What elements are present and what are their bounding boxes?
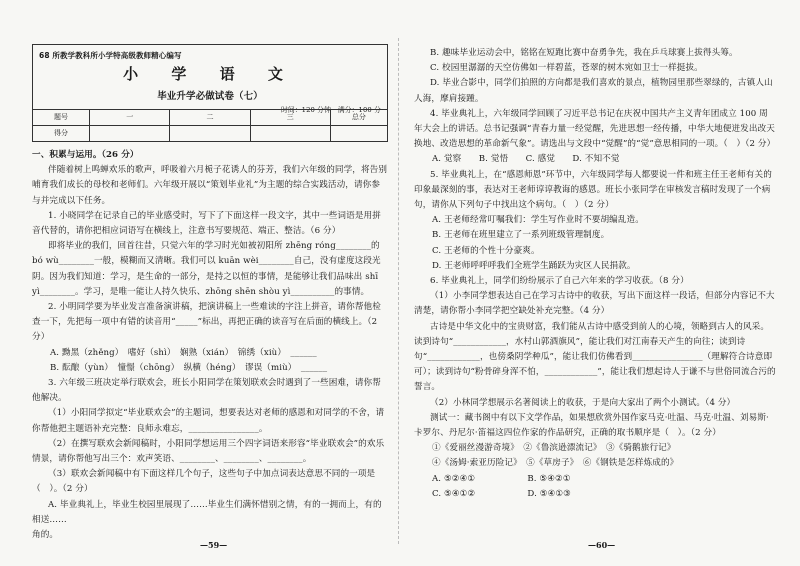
option-b: B. 趣味毕业运动会中，铭铭在短跑比赛中奋勇争先，我在乒乓球赛上拔得头筹。 <box>430 48 738 58</box>
score-cell: 一 <box>90 109 170 125</box>
question-4: 4. 毕业典礼上，六年级同学回顾了习近平总书记在庆祝中国共产主义青年团成立 100 周年大会上的讲话。总书记强调“青春力量一经觉醒，先进思想一经传播，中华大地便迸发出改天换地、改造思想的革命新气象”。请选出与文段中“觉醒”的“觉”意思相同的一项。（ ）（2 分） <box>414 108 776 150</box>
section-title: 一、积累与运用。（26 分） <box>32 150 139 160</box>
question-3-option-a-cont: 角的。 <box>32 530 59 541</box>
exam-subtitle: 毕业升学必做试卷（七） <box>157 91 263 102</box>
question-3-2: （2）在撰写联欢会新闻稿时，小阳同学想运用三个四字词语来形容“毕业联欢会”的欢乐情景，请你帮他写出三个：欢声笑语、________、________、________。 <box>32 438 385 465</box>
question-5: 5. 毕业典礼上，在“感恩师恩”环节中，六年级同学每人都要说一件和班主任王老师有关的印象最深刻的事，表达对王老师谆谆教诲的感恩。班长小张同学在审核发言稿时发现了一个病句，请你从下列句子中找出这个病句。（ ）（2 分） <box>414 169 772 211</box>
option-c: C. 校园里潺潺的天空仿佛如一样碧蓝，苍翠的树木宛如卫士一样挺拔。 <box>430 63 703 74</box>
table-row <box>33 109 387 125</box>
question-6-2-books-1: ①《爱丽丝漫游奇境》 ②《鲁滨逊漂流记》 ③《骑鹅旅行记》 <box>432 443 676 454</box>
question-5-option-d: D. 王老师呼呼呼我们全班学生踊跃为灾区人民捐款。 <box>432 260 636 271</box>
question-6-2-options-ab: A. ⑤②④① B. ⑤④②① <box>432 473 571 484</box>
question-3-1: （1）小阳同学拟定“毕业联欢会”的主题词，想要表达对老师的感恩和对同学的不舍，请你帮他把主题语补充完整：良师永难忘，________________。 <box>32 408 385 434</box>
question-5-option-b: B. 王老师在班里建立了一系列班级管理制度。 <box>432 230 610 241</box>
question-6-1-text: 古诗是中华文化中的宝贵财富，我们能从古诗中感受到前人的心境，领略到古人的风采。读到诗句“____________，水村山郭酒旗风”，能让我们对江南春天产生的向往；读到诗句“____________，也傍桑阴学种瓜”，能让我们仿佛看到________________（理解符合诗意即可）；读到诗句“粉骨碎身浑不怕，____________”，能让我们想起诗人于谦不与世俗同流合污的誓言。 <box>414 321 776 393</box>
question-6-2-test: 测试一：藏书阁中有以下文学作品，如果想欣赏外国作家马克·吐温、马克·吐温、刘易斯·卡罗尔、丹尼尔·笛福这四位作家的作品研究，正确的取书顺序是（ ）。（2 分） <box>414 412 769 439</box>
score-cell: 题号 <box>33 109 90 125</box>
question-6-2-options-cd: C. ⑤④①② D. ⑤④①③ <box>432 488 571 499</box>
score-cell: 二 <box>170 109 250 125</box>
question-5-option-a: A. 王老师经常叮嘱我们：学生写作业时不要胡编乱造。 <box>432 215 644 226</box>
page-number-right: —60— <box>588 540 616 550</box>
right-page <box>414 46 776 502</box>
question-2: 2. 小明同学要为毕业发言准备演讲稿，把演讲稿上一些难读的字注上拼音，请你帮他检查一下，先把每一项中有错的读音用“_____”标出，再把正确的读音写在后面的横线上。（2 分） <box>32 302 381 343</box>
exam-time: 时间：120 分钟 满分：100 分 <box>280 106 381 114</box>
question-2-option-b: B. 酝酿（yùn） 憧憬（chōng） 纵横（héng） 谬误（miù） ______ <box>50 362 328 373</box>
score-cell: 三 <box>250 109 330 125</box>
series-note: 68 所教学教科所小学特高级教师精心编写 <box>39 51 182 60</box>
score-cell[interactable] <box>330 125 387 141</box>
question-5-option-c: C. 王老师的个性十分豪爽。 <box>432 245 540 256</box>
question-1: 1. 小晓同学在记录自己的毕业感受时，写下了下面这样一段文字，其中一些词语是用拼音代替的，请你把相应词语写在横线上，注意书写要规范、端正、整洁。（6 分） <box>32 210 381 237</box>
page-title: 小 学 语 文 <box>123 65 297 83</box>
page-fold <box>398 38 399 544</box>
question-3-option-a: A. 毕业典礼上，毕业生校园里展现了……毕业生们满怀惜别之情，有的一拥而上，有的相送…… <box>32 499 382 525</box>
score-cell: 得分 <box>33 125 90 141</box>
header-box <box>32 44 388 142</box>
question-3-3: （3）联欢会新闻稿中有下面这样几个句子，这些句子中加点词表达意思不同的一项是（ ）。（2 分） <box>32 469 376 495</box>
question-1-text: 即将毕业的我们，回首往昔，只觉六年的学习时光如被初阳所 zhēng róng________的 bó wù________一般，模糊而又清晰。我们可以 kuān wèi________自己，没有虚度这段光阴。因为我们知道：学习，是生命的一部分，是持之以恒的事情，是能够让我们品味出 shī yì________。学习，是唯一能让人持久快乐、zhōng shēn shòu yì__________的事情。 <box>32 241 381 297</box>
score-cell: 总分 <box>330 109 387 125</box>
score-cell[interactable] <box>90 125 170 141</box>
option-d: D. 毕业合影中，同学们拍照的方向都是我们喜欢的景点，植物园里那些翠绿的，古镇人山人海，摩肩接踵。 <box>414 78 773 104</box>
page-number-left: —59— <box>200 540 228 550</box>
question-6-2: （2）小林同学想展示名著阅读上的收获，于是向大家出了两个小测试。（4 分） <box>430 397 736 408</box>
intro-text: 伴随着树上鸣蝉欢乐的歌声，呼吸着六月栀子花诱人的芬芳，我们六年级的同学，将告别哺育我们成长的母校和老师们。六年级开展以“策划毕业礼”为主题的综合实践活动，请你参与并完成以下任务。 <box>32 165 388 206</box>
score-table <box>33 109 387 141</box>
score-cell[interactable] <box>170 125 250 141</box>
question-6: 6. 毕业典礼上，同学们纷纷展示了自己六年来的学习收获。（8 分） <box>430 276 689 287</box>
score-cell[interactable] <box>250 125 330 141</box>
question-3: 3. 六年级三班决定举行联欢会，班长小阳同学在策划联欢会时遇到了一些困难，请你帮他解决。 <box>32 378 381 404</box>
left-page <box>32 44 388 543</box>
question-6-2-books-2: ④《汤姆·索亚历险记》 ⑤《草房子》 ⑥《钢铁是怎样炼成的》 <box>432 458 679 469</box>
question-4-options: A. 觉察 B. 觉悟 C. 感觉 D. 不知不觉 <box>432 154 620 165</box>
question-6-1: （1）小李同学想表达自己在学习古诗中的收获，写出下面这样一段话，但部分内容记不大清楚，请你帮小李同学把空缺处补充完整。（4 分） <box>414 291 775 317</box>
table-row <box>33 125 387 141</box>
question-2-option-a: A. 黝黑（zhěng） 嗜好（shì） 娴熟（xián） 锦绣（xiù） ______ <box>50 347 317 358</box>
